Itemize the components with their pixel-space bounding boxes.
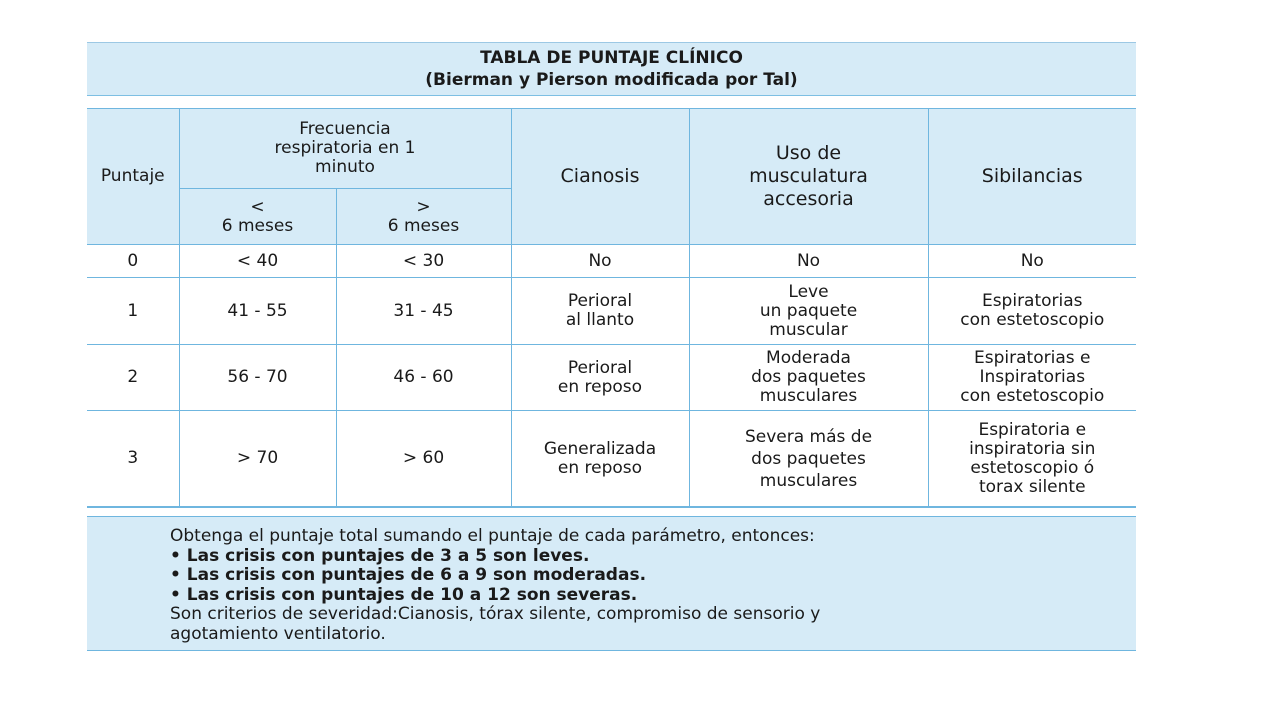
cell-mayor-6: < 30 xyxy=(336,245,511,278)
cell-musculatura: Severa más de dos paquetes musculares xyxy=(689,411,928,507)
spacer xyxy=(87,507,1136,516)
header-sibilancias: Sibilancias xyxy=(928,109,1136,245)
note-severas: • Las crisis con puntajes de 10 a 12 son severas. xyxy=(170,584,638,605)
header-frecuencia: Frecuencia respiratoria en 1 minuto xyxy=(179,109,511,189)
header-cianosis: Cianosis xyxy=(511,109,689,245)
cell-musculatura: No xyxy=(689,245,928,278)
cell-musculatura: Moderada dos paquetes musculares xyxy=(689,345,928,411)
score-table xyxy=(87,108,1136,507)
cell-puntaje: 2 xyxy=(87,345,179,411)
cell-puntaje: 3 xyxy=(87,411,179,507)
cell-menor-6: < 40 xyxy=(179,245,336,278)
header-row xyxy=(87,109,1136,189)
cell-mayor-6: 46 - 60 xyxy=(336,345,511,411)
notes-band xyxy=(87,516,1136,651)
cell-mayor-6: 31 - 45 xyxy=(336,278,511,345)
table-row xyxy=(87,245,1136,278)
cell-puntaje: 1 xyxy=(87,278,179,345)
table-row xyxy=(87,278,1136,345)
cell-sibilancias: Espiratorias con estetoscopio xyxy=(928,278,1136,345)
note-leves: • Las crisis con puntajes de 3 a 5 son leves. xyxy=(170,545,590,566)
cell-cianosis: No xyxy=(511,245,689,278)
cell-cianosis: Perioral al llanto xyxy=(511,278,689,345)
severity-criteria-cont: agotamiento ventilatorio. xyxy=(170,623,386,644)
cell-menor-6: > 70 xyxy=(179,411,336,507)
table-title: TABLA DE PUNTAJE CLÍNICO xyxy=(480,48,743,68)
notes-intro: Obtenga el puntaje total sumando el puntaje de cada parámetro, entonces: xyxy=(170,526,815,546)
cell-musculatura: Leve un paquete muscular xyxy=(689,278,928,345)
cell-sibilancias: No xyxy=(928,245,1136,278)
cell-puntaje: 0 xyxy=(87,245,179,278)
cell-cianosis: Perioral en reposo xyxy=(511,345,689,411)
cell-sibilancias: Espiratoria e inspiratoria sin estetoscopio ó torax silente xyxy=(928,411,1136,507)
cell-menor-6: 41 - 55 xyxy=(179,278,336,345)
cell-menor-6: 56 - 70 xyxy=(179,345,336,411)
clinical-score-sheet xyxy=(87,42,1136,651)
table-row xyxy=(87,345,1136,411)
note-moderadas: • Las crisis con puntajes de 6 a 9 son moderadas. xyxy=(170,565,647,586)
table-row xyxy=(87,411,1136,507)
cell-cianosis: Generalizada en reposo xyxy=(511,411,689,507)
header-menor-6-meses: < 6 meses xyxy=(179,189,336,245)
cell-sibilancias: Espiratorias e Inspiratorias con estetoscopio xyxy=(928,345,1136,411)
cell-mayor-6: > 60 xyxy=(336,411,511,507)
header-puntaje: Puntaje xyxy=(87,109,179,245)
spacer xyxy=(87,96,1136,108)
header-mayor-6-meses: > 6 meses xyxy=(336,189,511,245)
header-musculatura: Uso de musculatura accesoria xyxy=(689,109,928,245)
table-subtitle: (Bierman y Pierson modificada por Tal) xyxy=(425,70,798,90)
severity-criteria: Son criterios de severidad:Cianosis, tórax silente, compromiso de sensorio y xyxy=(170,604,821,625)
title-band xyxy=(87,42,1136,96)
